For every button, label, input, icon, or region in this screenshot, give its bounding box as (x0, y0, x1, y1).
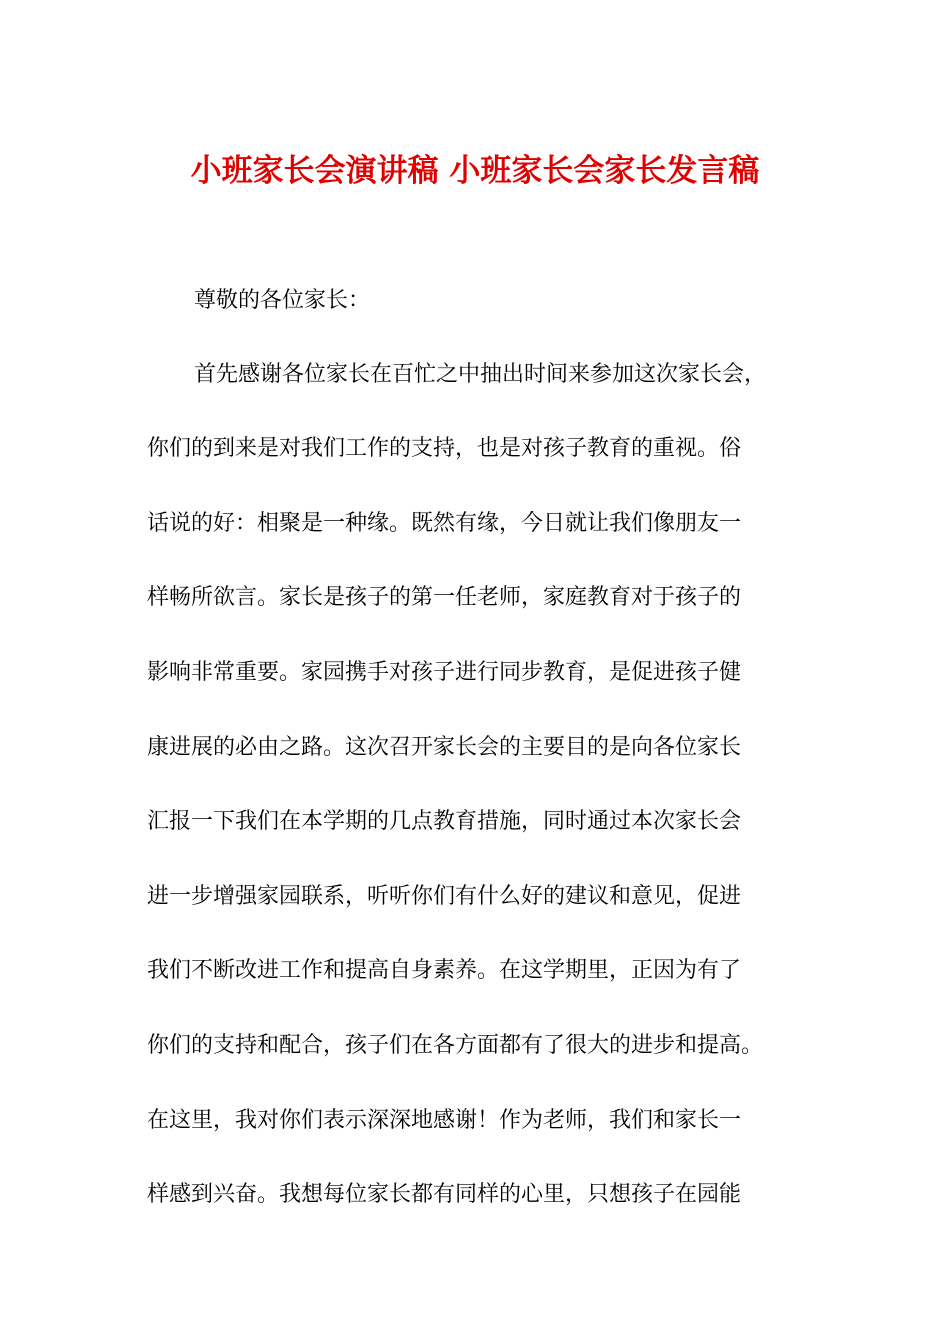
paragraph-line: 你们的到来是对我们工作的支持，也是对孩子教育的重视。俗 (147, 436, 742, 461)
paragraph-line: 在这里，我对你们表示深深地感谢！作为老师，我们和家长一 (147, 1108, 742, 1133)
paragraph-line: 我们不断改进工作和提高自身素养。在这学期里，正因为有了 (147, 958, 742, 983)
paragraph-line: 进一步增强家园联系，听听你们有什么好的建议和意见，促进 (147, 884, 742, 909)
paragraph-line: 你们的支持和配合，孩子们在各方面都有了很大的进步和提高。 (147, 1033, 764, 1058)
paragraph-line: 话说的好：相聚是一种缘。既然有缘，今日就让我们像朋友一 (147, 511, 742, 536)
paragraph-line: 影响非常重要。家园携手对孩子进行同步教育，是促进孩子健 (147, 660, 742, 685)
paragraph-line: 样感到兴奋。我想每位家长都有同样的心里，只想孩子在园能 (147, 1182, 742, 1207)
document-title: 小班家长会演讲稿 小班家长会家长发言稿 (190, 153, 760, 189)
paragraph-line: 康进展的必由之路。这次召开家长会的主要目的是向各位家长 (147, 735, 742, 760)
paragraph-line: 汇报一下我们在本学期的几点教育措施，同时通过本次家长会 (147, 809, 742, 834)
salutation: 尊敬的各位家长： (194, 288, 371, 313)
paragraph-line: 首先感谢各位家长在百忙之中抽出时间来参加这次家长会， (194, 362, 767, 387)
paragraph-line: 样畅所欲言。家长是孩子的第一任老师，家庭教育对于孩子的 (147, 585, 742, 610)
